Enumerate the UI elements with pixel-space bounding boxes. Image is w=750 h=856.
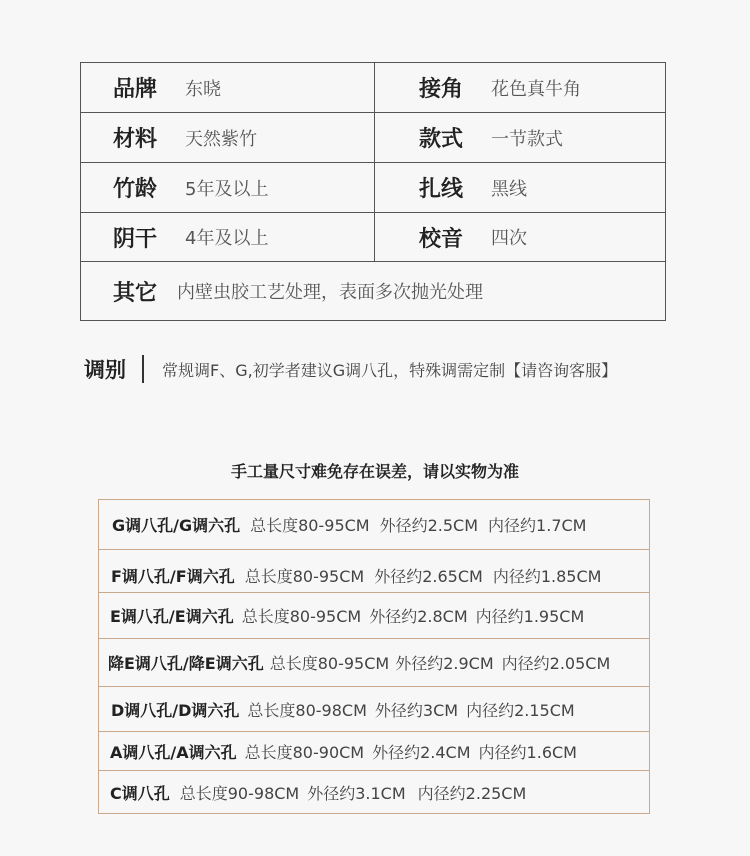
spec-key-style: 款式 <box>418 127 463 152</box>
size-model: F调八孔/F调六孔 <box>111 566 235 586</box>
size-outer: 外径约2.65CM <box>374 566 483 586</box>
size-outer: 外径约2.9CM <box>395 654 494 673</box>
spec-table <box>80 62 666 321</box>
size-row <box>99 639 649 687</box>
size-model: C调八孔 <box>110 783 170 803</box>
size-model: D调八孔/D调六孔 <box>111 700 240 720</box>
spec-cell-binding <box>375 163 665 212</box>
size-inner: 内径约1.95CM <box>475 607 585 626</box>
spec-value-joint: 花色真牛角 <box>491 78 581 100</box>
size-outer: 外径约2.8CM <box>369 607 468 626</box>
size-length: 总长度80-95CM <box>244 566 365 586</box>
spec-key-brand: 品牌 <box>112 77 157 102</box>
spec-value-binding: 黑线 <box>491 178 527 200</box>
spec-row <box>81 262 665 320</box>
size-inner: 内径约2.05CM <box>501 654 611 673</box>
size-model: E调八孔/E调六孔 <box>110 607 234 626</box>
spec-cell-material <box>81 113 375 162</box>
spec-cell-tune <box>375 213 665 261</box>
size-model: 降E调八孔/降E调六孔 <box>108 654 264 673</box>
size-outer: 外径约2.4CM <box>372 742 471 762</box>
spec-cell-joint <box>375 63 665 112</box>
size-row <box>99 732 649 771</box>
size-row <box>99 593 649 639</box>
size-length: 总长度80-90CM <box>244 742 365 762</box>
spec-value-tune: 四次 <box>491 228 527 249</box>
size-outer: 外径约2.5CM <box>379 516 479 535</box>
size-length: 总长度80-98CM <box>247 700 367 720</box>
spec-key-tune: 校音 <box>418 226 463 252</box>
size-inner: 内径约1.6CM <box>478 742 577 762</box>
size-row <box>99 550 649 593</box>
spec-key-age: 竹龄 <box>112 177 157 202</box>
size-inner: 内径约2.15CM <box>466 700 575 720</box>
spec-cell-style <box>375 113 665 162</box>
spec-key-other: 其它 <box>112 280 157 306</box>
size-inner: 内径约2.25CM <box>417 783 527 803</box>
spec-cell-brand <box>81 63 375 112</box>
size-row <box>99 500 649 550</box>
size-inner: 内径约1.7CM <box>488 516 587 535</box>
size-row <box>99 771 649 813</box>
spec-row <box>81 163 665 213</box>
spec-value-material: 天然紫竹 <box>185 128 257 150</box>
spec-key-dry: 阴干 <box>112 226 157 252</box>
tuning-divider <box>142 355 144 383</box>
size-row <box>99 687 649 732</box>
size-outer: 外径约3.1CM <box>307 783 406 803</box>
spec-value-dry: 4年及以上 <box>185 228 269 249</box>
spec-row <box>81 213 665 262</box>
size-table <box>98 499 650 814</box>
tuning-label: 调别 <box>84 358 126 382</box>
size-length: 总长度80-95CM <box>250 516 370 535</box>
size-model: G调八孔/G调六孔 <box>112 516 241 535</box>
tuning-text: 常规调F、G,初学者建议G调八孔，特殊调需定制【请咨询客服】 <box>162 360 618 380</box>
spec-cell-dry <box>81 213 375 261</box>
spec-cell-age <box>81 163 375 212</box>
spec-key-binding: 扎线 <box>418 177 463 202</box>
spec-value-other: 内壁虫胶工艺处理，表面多次抛光处理 <box>177 282 483 303</box>
spec-cell-other <box>81 262 665 320</box>
size-outer: 外径约3CM <box>374 700 459 720</box>
size-length: 总长度80-95CM <box>269 654 390 673</box>
spec-value-brand: 东晓 <box>185 78 221 100</box>
spec-value-style: 一节款式 <box>491 128 563 150</box>
spec-row <box>81 113 665 163</box>
spec-key-joint: 接角 <box>418 77 463 102</box>
spec-key-material: 材料 <box>112 127 157 152</box>
tuning-section <box>84 354 684 384</box>
size-model: A调八孔/A调六孔 <box>110 742 237 762</box>
spec-value-age: 5年及以上 <box>185 178 269 200</box>
size-length: 总长度80-95CM <box>241 607 362 626</box>
size-inner: 内径约1.85CM <box>492 566 602 586</box>
spec-row <box>81 63 665 113</box>
measurement-note: 手工量尺寸难免存在误差，请以实物为准 <box>230 462 519 481</box>
size-length: 总长度90-98CM <box>179 783 300 803</box>
